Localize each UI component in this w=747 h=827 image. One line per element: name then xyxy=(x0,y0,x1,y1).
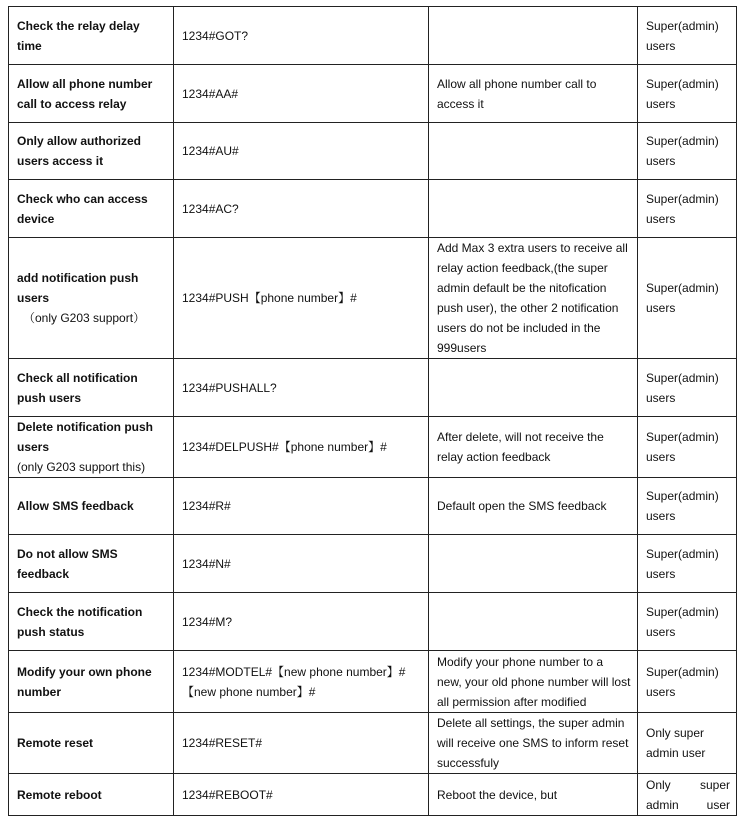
permission-cell: Super(admin) users xyxy=(638,359,737,417)
function-cell: Allow all phone number call to access relay xyxy=(9,65,174,123)
command-cell: 1234#REBOOT# xyxy=(174,774,429,816)
function-cell xyxy=(9,417,174,478)
command-cell: 1234#M? xyxy=(174,593,429,651)
permission-cell: Super(admin) users xyxy=(638,417,737,478)
description-cell xyxy=(429,123,638,180)
description-cell: Default open the SMS feedback xyxy=(429,478,638,535)
table-row xyxy=(9,123,737,180)
description-cell: Add Max 3 extra users to receive all relay action feedback,(the super admin default be the nitofication push user), the other 2 notification users do not be included in the 999users xyxy=(429,238,638,359)
permission-cell: Super(admin) users xyxy=(638,65,737,123)
table-row xyxy=(9,593,737,651)
description-cell xyxy=(429,180,638,238)
table-row xyxy=(9,180,737,238)
permission-cell: Super(admin) users xyxy=(638,180,737,238)
support-note: (only G203 support this) xyxy=(17,460,146,474)
function-cell: Do not allow SMS feedback xyxy=(9,535,174,593)
description-cell: Delete all settings, the super admin will receive one SMS to inform reset successfuly xyxy=(429,713,638,774)
function-label: add notification push users xyxy=(17,271,139,305)
command-cell: 1234#N# xyxy=(174,535,429,593)
table-row xyxy=(9,238,737,359)
function-cell: Check the relay delay time xyxy=(9,7,174,65)
command-cell: 1234#MODTEL#【new phone number】#【new phone number】# xyxy=(174,651,429,713)
description-cell xyxy=(429,535,638,593)
table-row xyxy=(9,478,737,535)
function-cell: Check who can access device xyxy=(9,180,174,238)
description-cell xyxy=(429,359,638,417)
table-row xyxy=(9,651,737,713)
description-cell xyxy=(429,7,638,65)
function-label: Delete notification push users xyxy=(17,420,154,454)
permission-cell: Super(admin) users xyxy=(638,535,737,593)
command-cell: 1234#AA# xyxy=(174,65,429,123)
function-cell: Modify your own phone number xyxy=(9,651,174,713)
description-cell xyxy=(429,593,638,651)
command-table xyxy=(8,6,737,816)
table-row xyxy=(9,417,737,478)
table-row xyxy=(9,535,737,593)
command-cell: 1234#AU# xyxy=(174,123,429,180)
table-row xyxy=(9,359,737,417)
support-note: （only G203 support） xyxy=(23,311,146,325)
permission-cell: Super(admin) users xyxy=(638,478,737,535)
table-row xyxy=(9,774,737,816)
description-cell: Allow all phone number call to access it xyxy=(429,65,638,123)
permission-cell: Super(admin) users xyxy=(638,238,737,359)
command-cell: 1234#DELPUSH#【phone number】# xyxy=(174,417,429,478)
description-cell: Modify your phone number to a new, your old phone number will lost all permission after modified xyxy=(429,651,638,713)
function-cell: Only allow authorized users access it xyxy=(9,123,174,180)
description-cell: Reboot the device, but xyxy=(429,774,638,816)
table-row xyxy=(9,713,737,774)
command-cell: 1234#PUSH【phone number】# xyxy=(174,238,429,359)
description-cell: After delete, will not receive the relay action feedback xyxy=(429,417,638,478)
command-cell: 1234#AC? xyxy=(174,180,429,238)
command-cell: 1234#R# xyxy=(174,478,429,535)
function-cell: Remote reboot xyxy=(9,774,174,816)
permission-cell: Super(admin) users xyxy=(638,593,737,651)
permission-cell: Super(admin) users xyxy=(638,651,737,713)
command-cell: 1234#PUSHALL? xyxy=(174,359,429,417)
function-cell: Allow SMS feedback xyxy=(9,478,174,535)
command-cell: 1234#RESET# xyxy=(174,713,429,774)
table-row xyxy=(9,7,737,65)
command-cell: 1234#GOT? xyxy=(174,7,429,65)
permission-cell: Only super admin user xyxy=(638,774,737,816)
function-cell xyxy=(9,238,174,359)
permission-cell: Super(admin) users xyxy=(638,123,737,180)
permission-cell: Only super admin user xyxy=(638,713,737,774)
function-cell: Check all notification push users xyxy=(9,359,174,417)
table-row xyxy=(9,65,737,123)
function-cell: Check the notification push status xyxy=(9,593,174,651)
permission-cell: Super(admin) users xyxy=(638,7,737,65)
function-cell: Remote reset xyxy=(9,713,174,774)
